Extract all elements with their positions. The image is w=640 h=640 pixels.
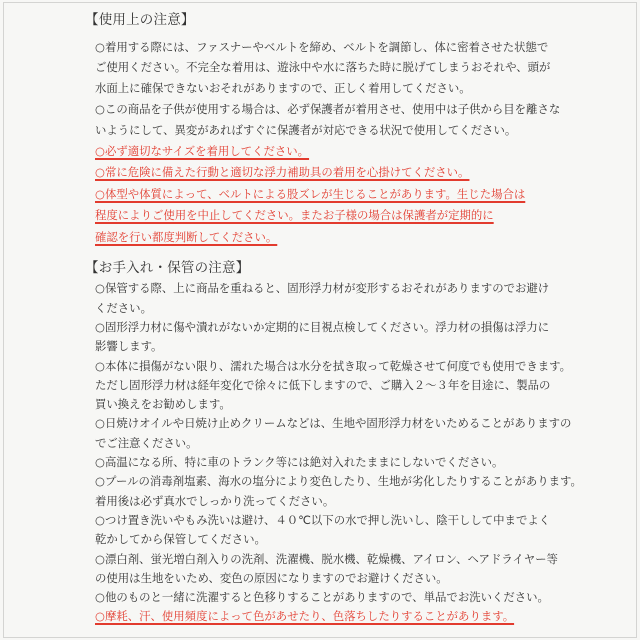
care-note-line: ○つけ置き洗いやもみ洗いは避け、４０℃以下の水で押し洗いし、陰干しして中までよく bbox=[95, 512, 551, 527]
care-note-line: ○漂白剤、蛍光増白剤入りの洗剤、洗濯機、脱水機、乾燥機、アイロン、ヘアドライヤー等 bbox=[95, 551, 558, 566]
care-notes-list bbox=[85, 279, 605, 626]
care-note-line: 影響します。 bbox=[95, 339, 163, 354]
usage-warning-line bbox=[85, 205, 605, 227]
care-notes-section bbox=[85, 258, 605, 627]
usage-warning-line bbox=[85, 184, 605, 206]
care-note-line: 着用後は必ず真水でしっかり洗ってください。 bbox=[95, 493, 335, 508]
usage-warning-text: ○常に危険に備えた行動と適切な浮力補助具の着用を心掛けてください。 bbox=[95, 165, 470, 180]
care-note-line: でご注意ください。 bbox=[95, 435, 198, 450]
care-warning-line bbox=[85, 607, 605, 626]
usage-note-line: ○この商品を子供が使用する場合は、必ず保護者が着用させ、使用中は子供から目を離さな bbox=[95, 101, 561, 116]
care-warning-text: ○摩耗、汗、使用頻度によって色があせたり、色落ちしたりすることがあります。 bbox=[95, 609, 515, 624]
usage-notes-heading: 【使用上の注意】 bbox=[85, 12, 195, 28]
usage-notes-section bbox=[85, 10, 605, 248]
document-body bbox=[85, 10, 605, 627]
usage-note-line: ○着用する際には、ファスナーやベルトを締め、ベルトを調節し、体に密着させた状態で bbox=[95, 39, 549, 54]
care-note-line: ○固形浮力材に傷や潰れがないか定期的に目視点検してください。浮力材の損傷は浮力に bbox=[95, 319, 550, 334]
care-note-line: 買い換えをお勧めします。 bbox=[95, 397, 231, 412]
usage-warning-text: 確認を行い都度判断してください。 bbox=[95, 229, 278, 244]
usage-note-line: いようにして、異変があればすぐに保護者が対応できる状況で使用してください。 bbox=[95, 122, 517, 137]
care-note-line: ただし固形浮力材は経年変化で徐々に低下しますので、ご購入２～３年を目途に、製品の bbox=[95, 377, 551, 392]
care-note-line: ○保管する際、上に商品を重ねると、固形浮力材が変形するおそれがありますのでお避け bbox=[95, 281, 550, 296]
care-note-line: ○他のものと一緒に洗濯すると色移りすることがありますので、単品でお洗いください。 bbox=[95, 590, 549, 605]
usage-warning-line bbox=[85, 227, 605, 249]
usage-warning-text: ○必ず適切なサイズを着用してください。 bbox=[95, 143, 310, 158]
usage-notes-list bbox=[85, 37, 605, 248]
usage-warning-line bbox=[85, 162, 605, 184]
usage-warning-line bbox=[85, 141, 605, 163]
care-note-line: ください。 bbox=[95, 300, 152, 315]
care-note-line: 乾かしてから保管してください。 bbox=[95, 532, 266, 547]
care-note-line: の使用は生地をいため、変色の原因になりますのでお避けください。 bbox=[95, 570, 448, 585]
usage-warning-text: ○体型や体質によって、ベルトによる股ズレが生じることがあります。生じた場合は bbox=[95, 186, 526, 201]
usage-warning-text: 程度によりご使用を中止してください。またお子様の場合は保護者が定期的に bbox=[95, 208, 494, 223]
care-note-line: ○日焼けオイルや日焼け止めクリームなどは、生地や固形浮力材をいためることがありますの bbox=[95, 416, 572, 431]
usage-note-line: ご使用ください。不完全な着用は、遊泳中や水に落ちた時に脱げてしまうおそれや、頭が bbox=[95, 60, 551, 75]
care-note-line: ○本体に損傷がない限り、濡れた場合は水分を拭き取って乾燥させて何度でも使用できます。 bbox=[95, 358, 572, 373]
care-note-line: ○高温になる所、特に車のトランク等には絶対入れたままにしないでください。 bbox=[95, 455, 504, 470]
usage-note-line: 水面上に確保できないおそれがありますので、正しく着用してください。 bbox=[95, 81, 471, 96]
care-notes-heading: 【お手入れ・保管の注意】 bbox=[85, 259, 250, 276]
care-note-line: ○プールの消毒剤塩素、海水の塩分により変色したり、生地が劣化したりすることがあります。 bbox=[95, 474, 582, 489]
